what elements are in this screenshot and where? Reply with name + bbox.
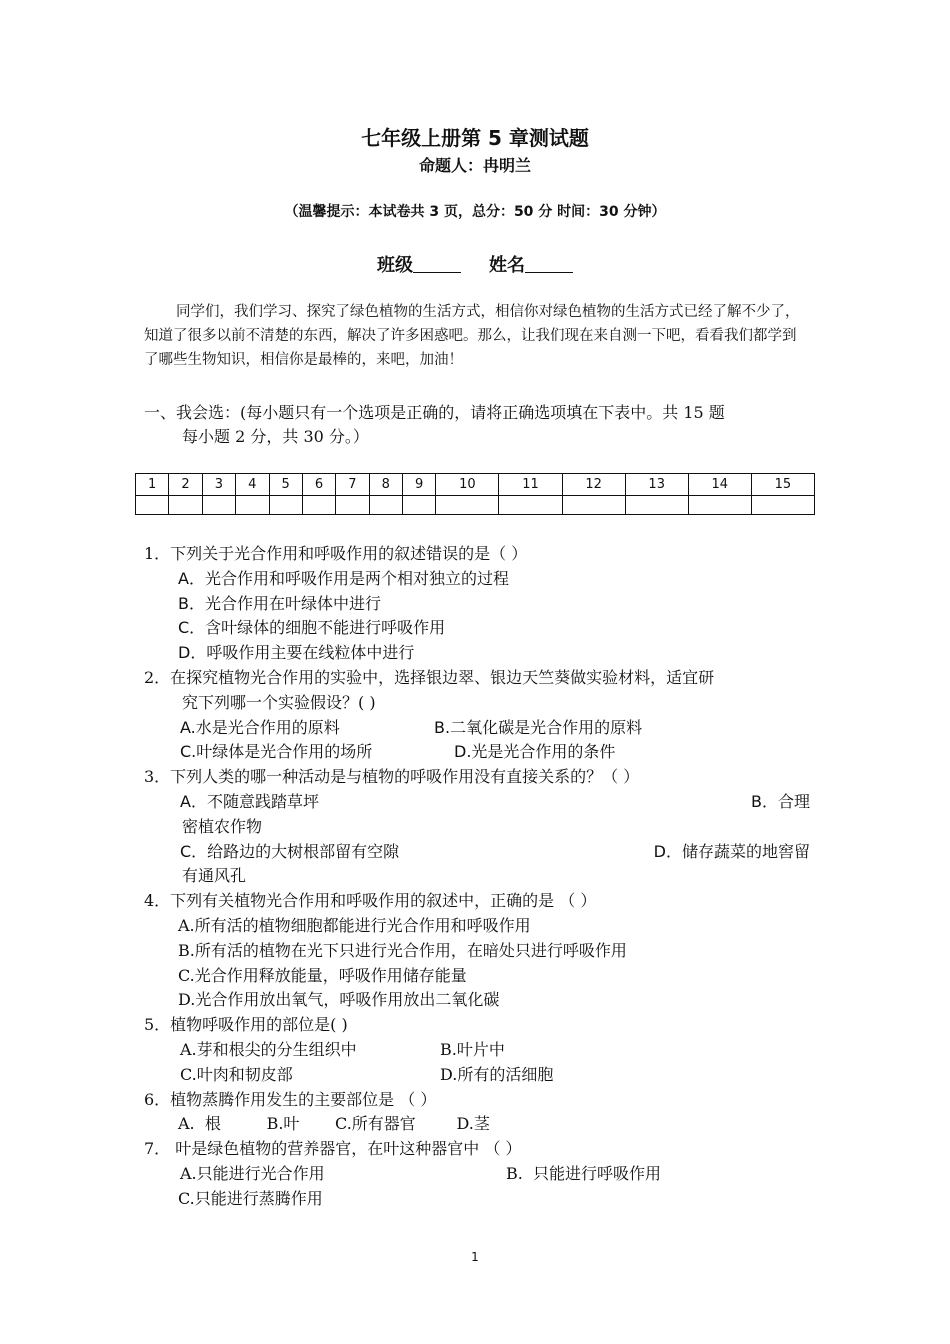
answer-cell[interactable] [236, 496, 269, 515]
question-5-option-b: B.叶片中 [440, 1039, 505, 1059]
question-4-option-c: C.光合作用释放能量，呼吸作用储存能量 [178, 965, 467, 985]
question-1-option-d: D．呼吸作用主要在线粒体中进行 [178, 643, 415, 663]
answer-col-7: 7 [336, 474, 369, 496]
question-1-option-c: C．含叶绿体的细胞不能进行呼吸作用 [178, 618, 446, 638]
answer-col-14: 14 [688, 474, 751, 496]
answer-cell[interactable] [269, 496, 302, 515]
question-1-stem: 1．下列关于光合作用和呼吸作用的叙述错误的是（ ） [144, 544, 528, 563]
section-heading [144, 401, 808, 449]
answer-col-15: 15 [751, 474, 814, 496]
question-7-stem: 7． 叶是绿色植物的营养器官，在叶这种器官中 （ ） [144, 1139, 522, 1159]
question-4-stem: 4．下列有关植物光合作用和呼吸作用的叙述中，正确的是 （ ） [144, 891, 597, 911]
answer-cell[interactable] [499, 496, 562, 515]
question-5-option-d: D.所有的活细胞 [440, 1064, 554, 1084]
question-4-option-d: D.光合作用放出氧气，呼吸作用放出二氧化碳 [178, 990, 500, 1010]
answer-col-10: 10 [436, 474, 499, 496]
intro-paragraph: 同学们，我们学习、探究了绿色植物的生活方式，相信你对绿色植物的生活方式已经了解不少了，知道了很多以前不清楚的东西，解决了许多困惑吧。那么，让我们现在来自测一下吧，看看我们都学到了哪些生物知识，相信你是最棒的，来吧，加油！ [144, 304, 800, 368]
answer-col-5: 5 [269, 474, 302, 496]
question-1-option-a: A．光合作用和呼吸作用是两个相对独立的过程 [178, 568, 509, 588]
answer-col-1: 1 [136, 474, 169, 496]
answer-cell[interactable] [136, 496, 169, 515]
question-5-stem: 5．植物呼吸作用的部位是( ) [144, 1015, 348, 1035]
question-2-option-b: B.二氧化碳是光合作用的原料 [434, 717, 643, 737]
question-5-option-a: A.芽和根尖的分生组织中 [180, 1039, 357, 1059]
answer-col-4: 4 [236, 474, 269, 496]
section-line-2: 每小题 2 分，共 30 分。） [182, 427, 369, 446]
answer-cell[interactable] [336, 496, 369, 515]
question-5-option-c: C.叶肉和韧皮部 [180, 1064, 293, 1084]
exam-title: 七年级上册第 5 章测试题 [361, 126, 589, 150]
question-7-options-row-1 [144, 1162, 810, 1187]
exam-author: 命题人：冉明兰 [418, 156, 531, 175]
answer-table-answer-row [136, 496, 815, 515]
class-label: 班级 [377, 255, 413, 276]
question-7-option-c: C.只能进行蒸腾作用 [178, 1188, 323, 1208]
answer-cell[interactable] [562, 496, 625, 515]
question-1-option-b: B．光合作用在叶绿体中进行 [178, 593, 381, 613]
question-2-option-a: A.水是光合作用的原料 [180, 717, 340, 737]
question-3-option-d: D．储存蔬菜的地窖留 [653, 841, 810, 861]
question-3-options-row-1 [144, 790, 810, 815]
answer-col-11: 11 [499, 474, 562, 496]
question-2-options-row-2 [144, 740, 810, 765]
answer-cell[interactable] [369, 496, 402, 515]
answer-cell[interactable] [202, 496, 235, 515]
answer-col-3: 3 [202, 474, 235, 496]
answer-col-9: 9 [403, 474, 436, 496]
question-3-option-b-cont: 密植农作物 [182, 816, 263, 836]
answer-col-2: 2 [169, 474, 202, 496]
answer-cell[interactable] [169, 496, 202, 515]
answer-cell[interactable] [302, 496, 335, 515]
question-2-stem-line-2: 究下列哪一个实验假设？( ) [182, 692, 376, 712]
exam-tip: （温馨提示：本试卷共 3 页，总分：50 分 时间：30 分钟） [284, 204, 666, 220]
name-blank [525, 254, 573, 273]
question-6-options: A. 根 B.叶 C.所有器官 D.茎 [178, 1114, 490, 1134]
name-label: 姓名 [489, 255, 525, 276]
class-name-line [0, 251, 950, 277]
answer-col-6: 6 [302, 474, 335, 496]
question-3-stem: 3．下列人类的哪一种活动是与植物的呼吸作用没有直接关系的？（ ） [144, 767, 640, 787]
question-3-option-a: A．不随意践踏草坪 [180, 791, 319, 811]
answer-table [135, 473, 815, 515]
question-2-options-row-1 [144, 716, 810, 741]
question-3-option-d-cont: 有通风孔 [182, 866, 247, 886]
question-3-option-c: C．给路边的大树根部留有空隙 [180, 841, 400, 861]
question-4-option-b: B.所有活的植物在光下只进行光合作用，在暗处只进行呼吸作用 [178, 940, 627, 960]
question-2-option-d: D.光是光合作用的条件 [454, 742, 616, 762]
answer-cell[interactable] [688, 496, 751, 515]
question-2-option-c: C.叶绿体是光合作用的场所 [180, 742, 373, 762]
question-5-options-row-2 [144, 1063, 810, 1088]
question-2-stem-line-1: 2．在探究植物光合作用的实验中，选择银边翠、银边天竺葵做实验材料，适宜研 [144, 667, 715, 687]
section-line-1: 一、我会选：(每小题只有一个选项是正确的，请将正确选项填在下表中。共 15 题 [144, 403, 725, 422]
answer-cell[interactable] [751, 496, 814, 515]
answer-cell[interactable] [403, 496, 436, 515]
question-6-stem: 6．植物蒸腾作用发生的主要部位是 （ ） [144, 1089, 437, 1109]
question-3-option-b: B．合理 [751, 791, 810, 811]
answer-col-8: 8 [369, 474, 402, 496]
question-5-options-row-1 [144, 1038, 810, 1063]
page-number: 1 [471, 1250, 479, 1264]
question-list [144, 542, 810, 1212]
class-blank [413, 254, 461, 273]
question-3-options-row-2 [144, 840, 810, 865]
question-4-option-a: A.所有活的植物细胞都能进行光合作用和呼吸作用 [178, 915, 531, 935]
answer-col-12: 12 [562, 474, 625, 496]
question-7-option-a: A.只能进行光合作用 [180, 1163, 325, 1183]
answer-cell[interactable] [625, 496, 688, 515]
answer-table-header-row [136, 474, 815, 496]
answer-col-13: 13 [625, 474, 688, 496]
question-7-option-b: B. 只能进行呼吸作用 [506, 1163, 662, 1183]
answer-cell[interactable] [436, 496, 499, 515]
